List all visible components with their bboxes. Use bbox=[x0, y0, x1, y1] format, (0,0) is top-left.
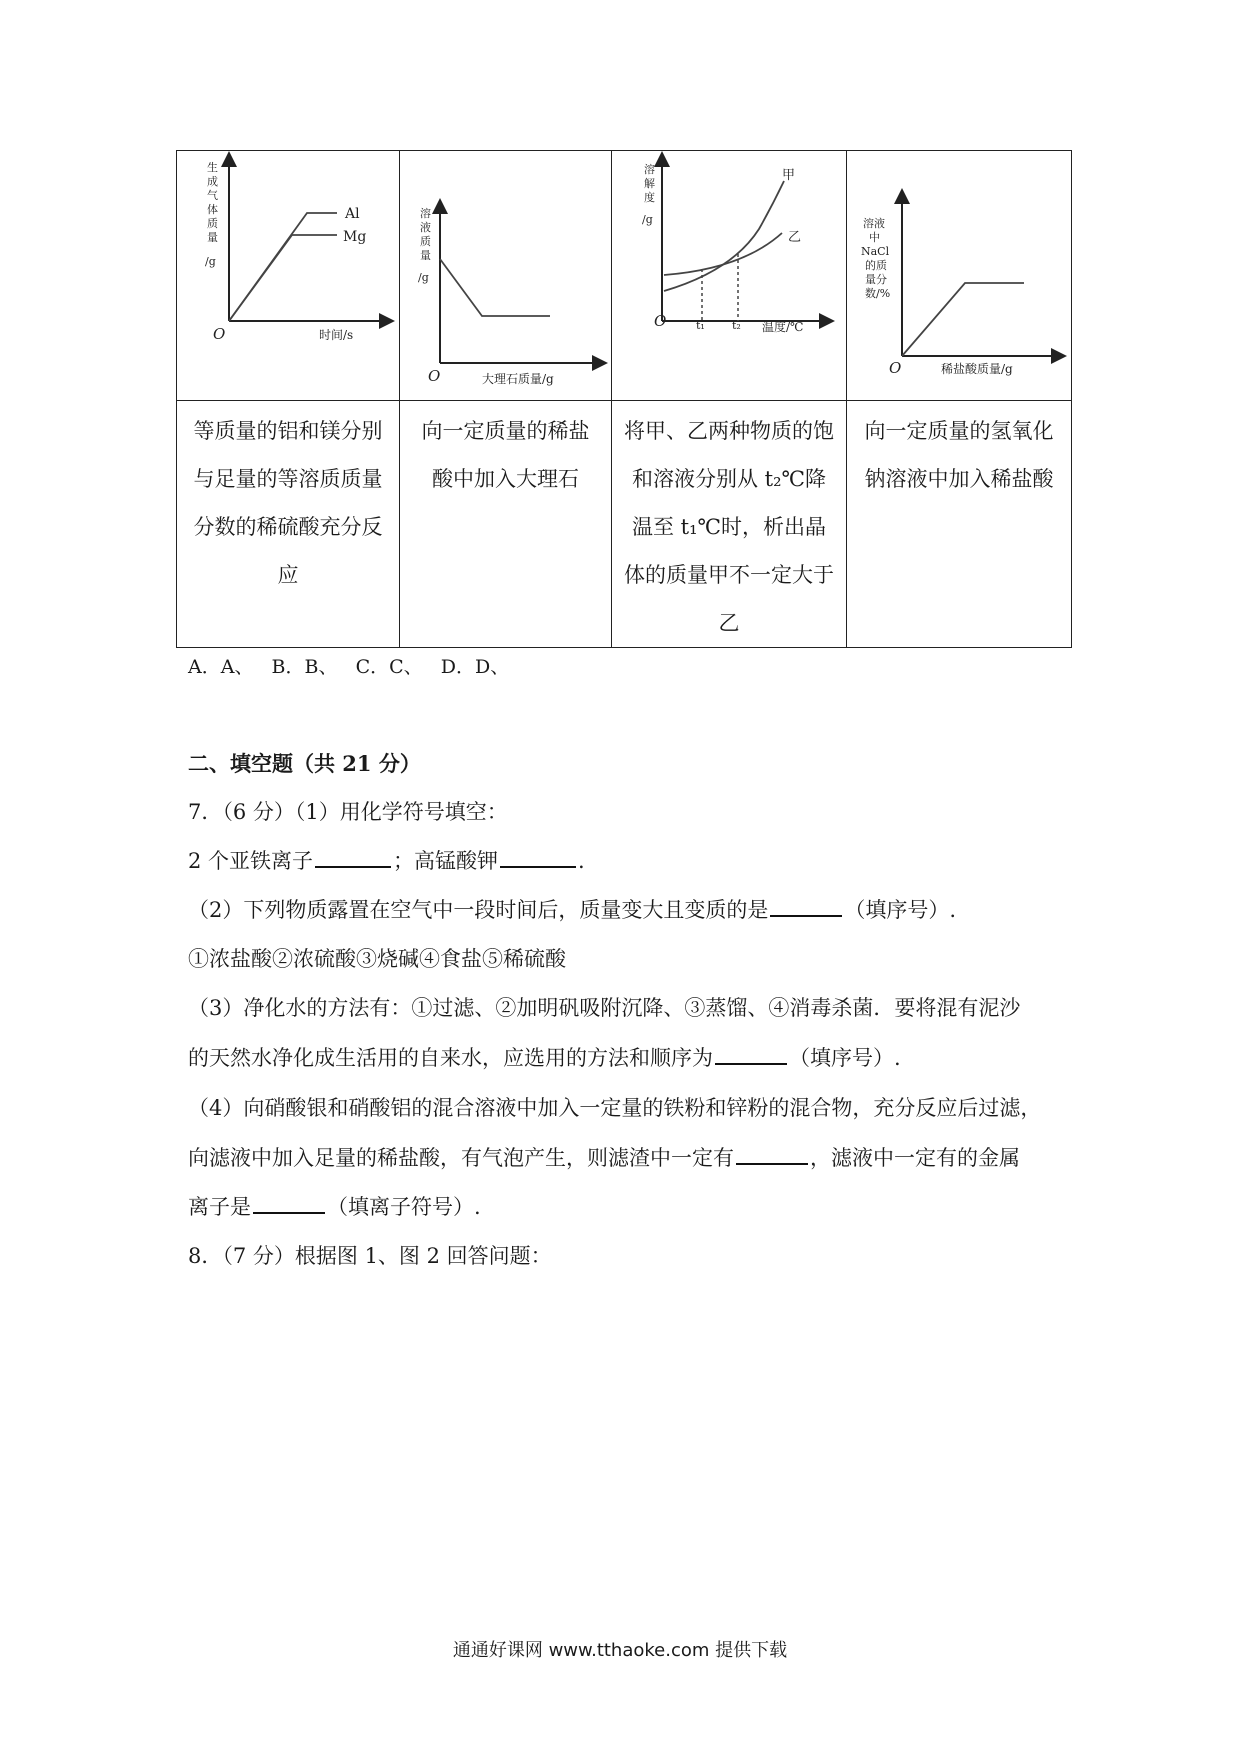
answer-blank-purification[interactable] bbox=[715, 1043, 787, 1065]
q7-line2: （2）下列物质露置在空气中一段时间后，质量变大且变质的是 （填序号）. bbox=[188, 894, 956, 924]
answer-blank-ions[interactable] bbox=[253, 1192, 325, 1214]
graph-cell-c bbox=[612, 151, 847, 401]
svg-text:气: 气 bbox=[207, 189, 218, 202]
svg-text:的质: 的质 bbox=[865, 259, 887, 272]
ylabel-d bbox=[861, 216, 890, 300]
graph-c bbox=[612, 151, 846, 396]
origin-b: O bbox=[428, 367, 441, 385]
answer-blank-substance[interactable] bbox=[770, 895, 842, 917]
svg-text:量: 量 bbox=[420, 249, 431, 262]
svg-text:溶: 溶 bbox=[644, 163, 655, 176]
svg-text:量: 量 bbox=[207, 231, 218, 244]
svg-text:生: 生 bbox=[207, 161, 218, 174]
answer-blank-residue[interactable] bbox=[736, 1143, 808, 1165]
svg-text:/g: /g bbox=[205, 255, 216, 268]
svg-text:溶: 溶 bbox=[420, 207, 431, 220]
svg-text:液: 液 bbox=[420, 221, 431, 234]
origin-a: O bbox=[213, 325, 226, 343]
graph-a bbox=[177, 151, 399, 396]
q7-line4: （3）净化水的方法有：①过滤、②加明矾吸附沉降、③蒸馏、④消毒杀菌．要将混有泥沙 bbox=[188, 996, 1021, 1020]
tick-t2: t₂ bbox=[732, 319, 741, 332]
svg-text:体: 体 bbox=[207, 203, 218, 216]
xlabel-d: 稀盐酸质量/g bbox=[941, 362, 1013, 376]
graph-cell-a bbox=[177, 151, 400, 401]
xlabel-c: 温度/℃ bbox=[762, 320, 804, 334]
q7-line1: 2 个亚铁离子 ；高锰酸钾 . bbox=[188, 845, 585, 875]
graph-cell-d bbox=[847, 151, 1072, 401]
svg-text:解: 解 bbox=[644, 177, 655, 190]
graph-b bbox=[400, 151, 611, 396]
answer-blank-ferrous-ion[interactable] bbox=[315, 846, 391, 868]
svg-text:NaCl: NaCl bbox=[861, 245, 890, 258]
svg-text:量分: 量分 bbox=[865, 273, 887, 286]
question-table bbox=[176, 150, 1072, 648]
svg-text:/g: /g bbox=[642, 213, 653, 226]
q8-intro: 8．（7 分）根据图 1、图 2 回答问题： bbox=[188, 1244, 552, 1268]
q7-intro: 7．（6 分）（1）用化学符号填空： bbox=[188, 800, 508, 824]
svg-text:成: 成 bbox=[207, 175, 218, 188]
origin-d: O bbox=[889, 359, 902, 377]
description-a: 等质量的铝和镁分别与足量的等溶质质量分数的稀硫酸充分反应 bbox=[177, 401, 400, 648]
q7-line8: 离子是 （填离子符号）. bbox=[188, 1191, 481, 1221]
origin-c: O bbox=[654, 312, 667, 330]
svg-text:中: 中 bbox=[869, 231, 880, 244]
series-mg: Mg bbox=[343, 229, 367, 245]
answer-choices: A．A、 B．B、 C．C、 D．D、 bbox=[188, 656, 510, 678]
series-yi: 乙 bbox=[788, 230, 802, 245]
svg-text:质: 质 bbox=[207, 217, 218, 230]
svg-text:质: 质 bbox=[420, 235, 431, 248]
q7-line3: ①浓盐酸②浓硫酸③烧碱④食盐⑤稀硫酸 bbox=[188, 947, 566, 971]
xlabel-a: 时间/s bbox=[319, 328, 354, 342]
description-d: 向一定质量的氢氧化钠溶液中加入稀盐酸 bbox=[847, 401, 1072, 648]
section-title: 二、填空题（共 21 分） bbox=[188, 751, 421, 776]
xlabel-b: 大理石质量/g bbox=[482, 372, 554, 386]
ylabel-b bbox=[418, 206, 431, 284]
graph-cell-b bbox=[400, 151, 612, 401]
svg-text:度: 度 bbox=[644, 191, 655, 204]
svg-text:/g: /g bbox=[418, 271, 429, 284]
q7-line6: （4）向硝酸银和硝酸铝的混合溶液中加入一定量的铁粉和锌粉的混合物，充分反应后过滤， bbox=[188, 1096, 1042, 1120]
description-b: 向一定质量的稀盐酸中加入大理石 bbox=[400, 401, 612, 648]
graph-d bbox=[847, 151, 1071, 396]
svg-text:数/%: 数/% bbox=[865, 287, 891, 300]
q7-line5: 的天然水净化成生活用的自来水，应选用的方法和顺序为 （填序号）. bbox=[188, 1042, 901, 1072]
footer: 通通好课网 www.tthaoke.com 提供下载 bbox=[452, 1640, 788, 1661]
description-c: 将甲、乙两种物质的饱和溶液分别从 t₂℃降温至 t₁℃时，析出晶体的质量甲不一定大于乙 bbox=[612, 401, 847, 648]
answer-blank-permanganate[interactable] bbox=[500, 846, 576, 868]
q7-line7: 向滤液中加入足量的稀盐酸，有气泡产生，则滤渣中一定有 ，滤液中一定有的金属 bbox=[188, 1142, 1020, 1172]
svg-text:溶液: 溶液 bbox=[863, 217, 885, 230]
series-jia: 甲 bbox=[782, 168, 796, 183]
ylabel-c bbox=[642, 162, 655, 226]
tick-t1: t₁ bbox=[696, 319, 705, 332]
series-al: Al bbox=[345, 206, 360, 222]
ylabel-a bbox=[205, 160, 218, 268]
